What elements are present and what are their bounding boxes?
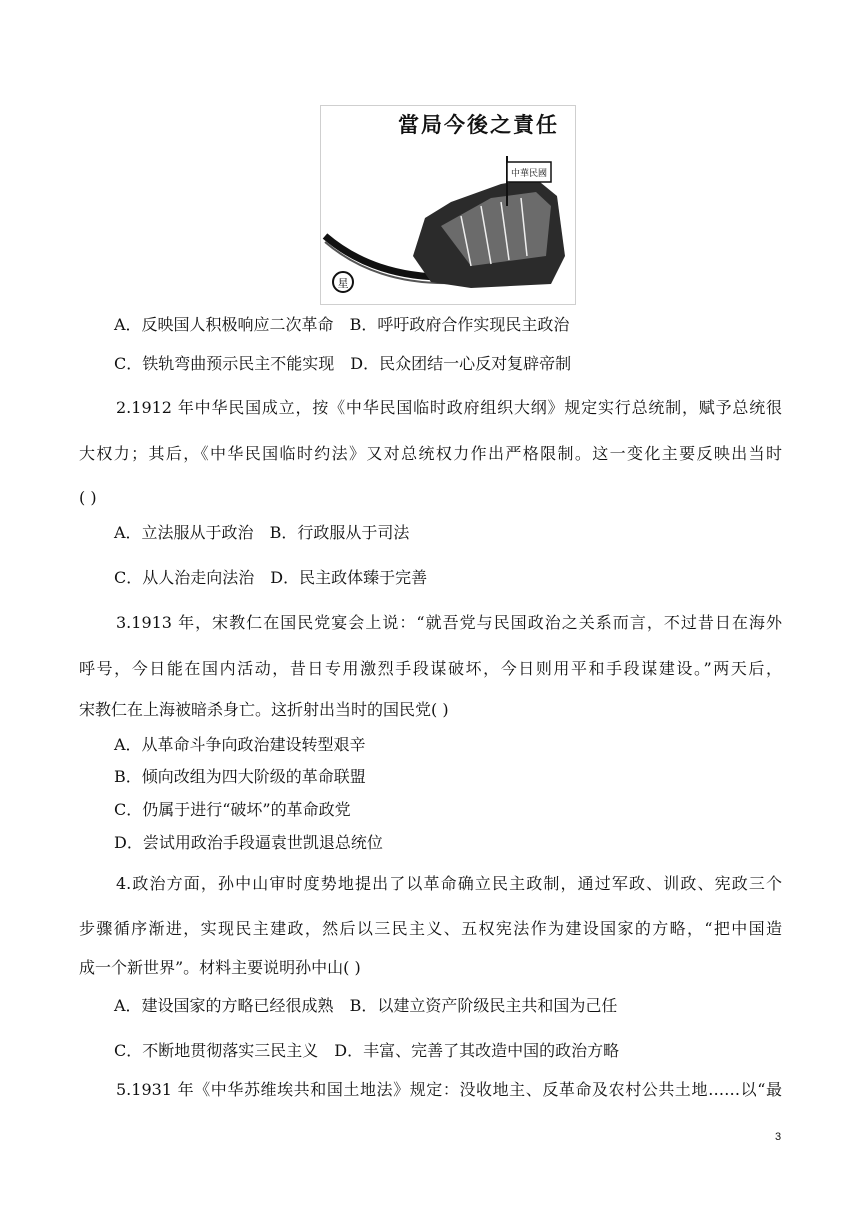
q1-option-b: B．呼吁政府合作实现民主政治: [349, 315, 570, 334]
q2-stem-line-1: 2.1912 年中华民国成立，按《中华民国临时政府组织大纲》规定实行总统制，赋予总统很: [116, 398, 782, 417]
flag-label: 中華民國: [510, 169, 548, 179]
q2-option-line-1: [114, 523, 409, 543]
q2-stem-line-2: 大权力；其后，《中华民国临时约法》又对总统权力作出严格限制。这一变化主要反映出当时: [79, 444, 782, 463]
q4-option-b: B．以建立资产阶级民主共和国为己任: [349, 996, 618, 1015]
q2-option-b: B．行政服从于司法: [269, 523, 410, 542]
q4-option-d: D．丰富、完善了其改造中国的政治方略: [334, 1041, 620, 1060]
q5-stem-line-1: 5.1931 年《中华苏维埃共和国土地法》规定：没收地主、反革命及农村公共土地……以“最: [116, 1080, 782, 1099]
q3-option-a: A．从革命斗争向政治建设转型艰辛: [114, 735, 366, 754]
q1-option-c: C．铁轨弯曲预示民主不能实现: [114, 354, 335, 373]
q2-option-d: D．民主政体臻于完善: [270, 568, 428, 587]
q1-option-a: A．反映国人积极响应二次革命: [114, 315, 334, 334]
q4-option-line-2: [114, 1041, 619, 1061]
q3-option-d: D．尝试用政治手段逼袁世凯退总统位: [114, 833, 383, 852]
cartoon-caption: 當局今後之責任: [398, 112, 559, 137]
cartoon-figure: [320, 105, 576, 305]
q4-option-line-1: [114, 996, 617, 1016]
cartoon-illustration: [321, 106, 575, 304]
q1-option-line-2: [114, 354, 571, 374]
q4-stem-line-3: 成一个新世界”。材料主要说明孙中山( ): [79, 958, 361, 977]
q4-option-c: C．不断地贯彻落实三民主义: [114, 1041, 319, 1060]
q3-stem-line-2: 呼号，今日能在国内活动，昔日专用激烈手段谋破坏，今日则用平和手段谋建设。”两天后，: [79, 659, 782, 678]
q4-stem-line-2: 步骤循序渐进，实现民主建政，然后以三民主义、五权宪法作为建设国家的方略，“把中国造: [79, 919, 782, 938]
seal-mark: 星: [337, 277, 349, 290]
q2-option-line-2: [114, 568, 427, 588]
q3-stem-line-3: 宋教仁在上海被暗杀身亡。这折射出当时的国民党( ): [79, 700, 449, 719]
q3-stem-line-1: 3.1913 年，宋教仁在国民党宴会上说：“就吾党与民国政治之关系而言，不过昔日在海外: [116, 613, 782, 632]
q2-option-c: C．从人治走向法治: [114, 568, 255, 587]
q1-option-d: D．民众团结一心反对复辟帝制: [350, 354, 572, 373]
q4-stem-line-1: 4.政治方面，孙中山审时度势地提出了以革命确立民主政制，通过军政、训政、宪政三个: [116, 874, 782, 893]
q3-option-c: C．仍属于进行“破坏”的革命政党: [114, 800, 351, 819]
q3-option-b: B．倾向改组为四大阶级的革命联盟: [114, 767, 366, 786]
q1-option-line-1: [114, 315, 569, 335]
q2-stem-line-3: ( ): [79, 488, 97, 507]
q4-option-a: A．建设国家的方略已经很成熟: [114, 996, 334, 1015]
q2-option-a: A．立法服从于政治: [114, 523, 254, 542]
page-number: 3: [775, 1131, 782, 1143]
